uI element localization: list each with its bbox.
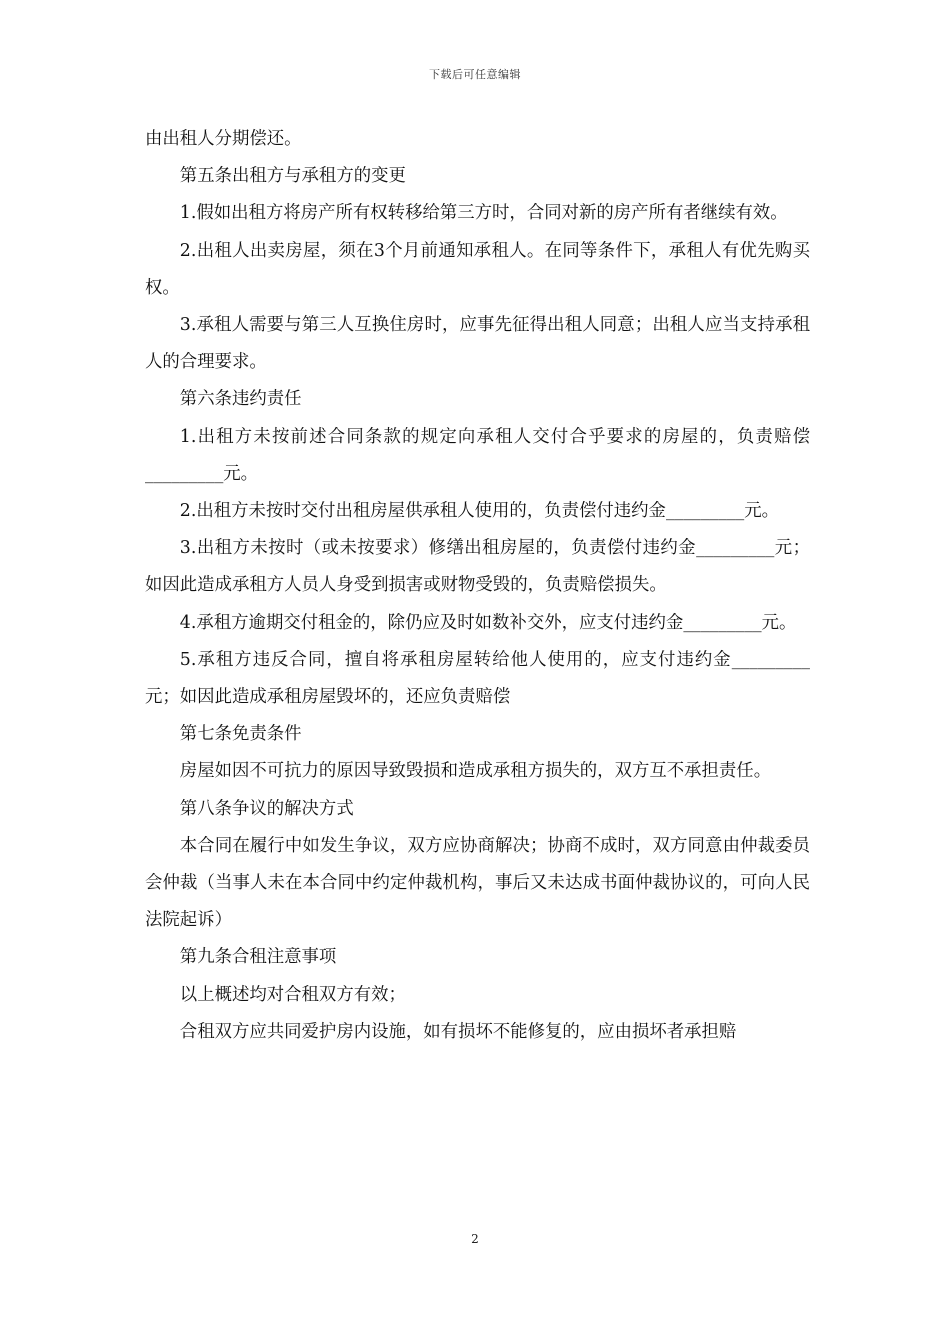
paragraph: 房屋如因不可抗力的原因导致毁损和造成承租方损失的，双方互不承担责任。 xyxy=(179,761,772,782)
paragraph: 2.出租人出卖房屋，须在3个月前通知承租人。在同等条件下，承租人有优先购买权。 xyxy=(145,240,810,298)
paragraph: 以上概述均对合租双方有效； xyxy=(179,984,406,1005)
paragraph: 3.出租方未按时（或未按要求）修缮出租房屋的，负责偿付违约金_________元；如因此造成承租方人员人身受到损害或财物受毁的，负责赔偿损失。 xyxy=(145,538,810,596)
document-body xyxy=(145,121,810,1051)
paragraph: 本合同在履行中如发生争议，双方应协商解决；协商不成时，双方同意由仲裁委员会仲裁（当事人未在本合同中约定仲裁机构，事后又未达成书面仲裁协议的，可向人民法院起诉） xyxy=(145,835,810,931)
paragraph: 1.假如出租方将房产所有权转移给第三方时，合同对新的房产所有者继续有效。 xyxy=(179,203,788,224)
section-heading: 第九条合租注意事项 xyxy=(179,947,337,968)
section-heading: 第八条争议的解决方式 xyxy=(179,798,354,819)
paragraph: 5.承租方违反合同，擅自将承租房屋转给他人使用的，应支付违约金_________元；如因此造成承租房屋毁坏的，还应负责赔偿 xyxy=(145,649,810,708)
paragraph: 合租双方应共同爱护房内设施，如有损坏不能修复的，应由损坏者承担赔 xyxy=(179,1021,737,1042)
section-heading: 第六条违约责任 xyxy=(179,389,302,410)
page-number: 2 xyxy=(471,1232,479,1246)
section-heading: 第七条免责条件 xyxy=(179,724,302,745)
section-heading: 第五条出租方与承租方的变更 xyxy=(179,166,406,187)
paragraph: 由出租人分期偿还。 xyxy=(145,129,302,149)
paragraph: 1.出租方未按前述合同条款的规定向承租人交付合乎要求的房屋的，负责赔偿_________元。 xyxy=(145,426,810,484)
paragraph: 4.承租方逾期交付租金的，除仍应及时如数补交外，应支付违约金_________元。 xyxy=(179,612,797,633)
paragraph: 3.承租人需要与第三人互换住房时，应事先征得出租人同意；出租人应当支持承租人的合理要求。 xyxy=(145,315,810,373)
paragraph: 2.出租方未按时交付出租房屋供承租人使用的，负责偿付违约金_________元。 xyxy=(179,501,779,522)
page-header: 下载后可任意编辑 xyxy=(429,68,521,81)
